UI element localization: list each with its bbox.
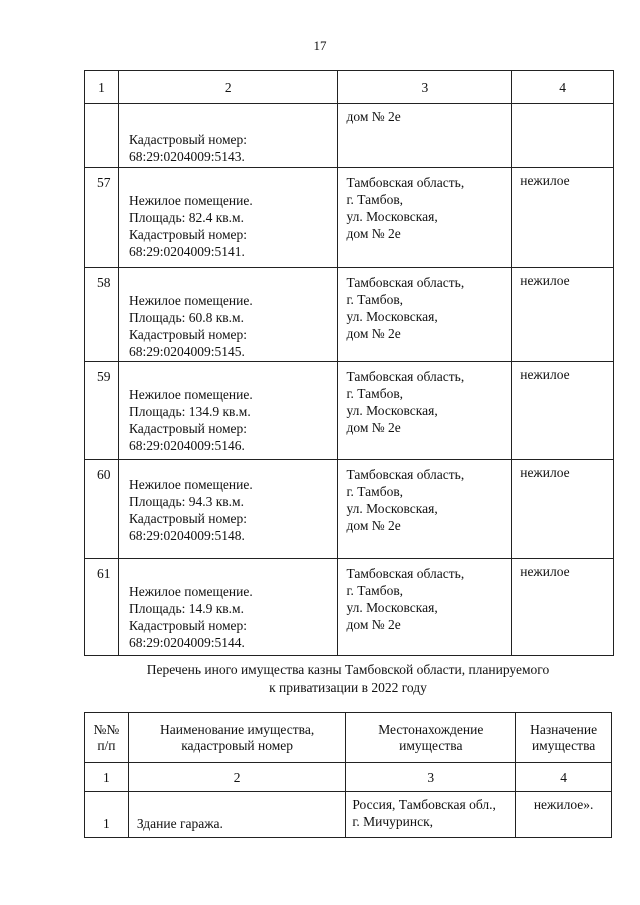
table-row <box>85 168 614 268</box>
page-number: 17 <box>313 38 327 53</box>
property-table <box>84 70 614 656</box>
property-name-line: Нежилое помещение. <box>128 387 253 402</box>
address-line: ул. Московская, <box>346 209 438 224</box>
table-row-continuation <box>85 104 614 168</box>
cadastral-number: 68:29:0204009:5141. <box>128 244 245 259</box>
address-cell <box>338 168 512 268</box>
address-line: г. Тамбов, <box>346 192 404 207</box>
row-number: 61 <box>85 559 119 656</box>
property-name-line: Нежилое помещение. <box>128 477 253 492</box>
purpose-cell <box>512 104 614 168</box>
table-row <box>85 268 614 362</box>
column-header-line: Наименование имущества, <box>160 721 315 737</box>
column-header-number <box>85 713 129 763</box>
property-name-line: Нежилое помещение. <box>128 584 253 599</box>
column-header-line: №№ <box>93 721 120 737</box>
row-number: 58 <box>85 268 119 362</box>
address-line: дом № 2е <box>346 109 401 124</box>
column-header-line: имущества <box>399 737 463 753</box>
table-row <box>85 559 614 656</box>
property-name-cell <box>118 268 338 362</box>
address-line: ул. Московская, <box>346 309 438 324</box>
purpose-cell: нежилое <box>512 268 614 362</box>
column-number: 2 <box>128 763 346 792</box>
address-line: Тамбовская область, <box>346 566 465 581</box>
column-number-row <box>85 71 614 104</box>
address-cell <box>338 559 512 656</box>
address-line: Тамбовская область, <box>346 175 465 190</box>
header-row <box>85 713 612 763</box>
property-name-line: 68:29:0204009:5143. <box>128 149 245 164</box>
address-line: дом № 2е <box>346 226 401 241</box>
caption-line: к приватизации в 2022 году <box>269 680 427 695</box>
property-name-cell <box>118 104 338 168</box>
cadastral-number: 68:29:0204009:5144. <box>128 635 245 650</box>
property-name-cell: Здание гаража. <box>128 792 346 838</box>
address-line: г. Тамбов, <box>346 292 404 307</box>
property-name-line: Кадастровый номер: <box>128 227 247 242</box>
property-name-line: Нежилое помещение. <box>128 193 253 208</box>
column-number: 4 <box>516 763 612 792</box>
column-number: 1 <box>85 71 119 104</box>
address-cell <box>346 792 516 838</box>
cadastral-number: 68:29:0204009:5145. <box>128 344 245 359</box>
column-header-line: имущества <box>531 737 596 753</box>
property-name-line: Кадастровый номер: <box>128 327 247 342</box>
address-line: дом № 2е <box>346 617 401 632</box>
cadastral-number: 68:29:0204009:5148. <box>128 528 245 543</box>
table-row <box>85 792 612 838</box>
cadastral-number: 68:29:0204009:5146. <box>128 438 245 453</box>
row-number: 1 <box>85 792 129 838</box>
purpose-cell: нежилое <box>512 559 614 656</box>
column-number: 4 <box>512 71 614 104</box>
column-number: 3 <box>346 763 516 792</box>
table-row <box>85 362 614 460</box>
address-line: дом № 2е <box>346 518 401 533</box>
column-header-line: Назначение <box>530 721 598 737</box>
property-name-cell <box>118 460 338 559</box>
purpose-cell: нежилое <box>512 460 614 559</box>
column-number: 1 <box>85 763 129 792</box>
purpose-cell: нежилое <box>512 362 614 460</box>
address-line: Тамбовская область, <box>346 275 465 290</box>
column-number: 2 <box>118 71 338 104</box>
row-number: 60 <box>85 460 119 559</box>
area-line: Площадь: 60.8 кв.м. <box>128 310 244 325</box>
address-line: ул. Московская, <box>346 600 438 615</box>
property-name-cell <box>118 168 338 268</box>
row-number-cell <box>85 104 119 168</box>
column-header-name <box>128 713 346 763</box>
area-line: Площадь: 14.9 кв.м. <box>128 601 244 616</box>
row-number: 59 <box>85 362 119 460</box>
property-name-line: Нежилое помещение. <box>128 293 253 308</box>
table-row <box>85 460 614 559</box>
caption-line: Перечень иного имущества казны Тамбовской области, планируемого <box>146 662 550 677</box>
section-caption <box>84 661 612 697</box>
property-name-line: Кадастровый номер: <box>128 511 247 526</box>
address-line: дом № 2е <box>346 326 401 341</box>
purpose-cell: нежилое». <box>516 792 612 838</box>
row-number: 57 <box>85 168 119 268</box>
column-header-purpose <box>516 713 612 763</box>
address-line: г. Тамбов, <box>346 484 404 499</box>
address-line: г. Тамбов, <box>346 583 404 598</box>
address-line: Тамбовская область, <box>346 467 465 482</box>
address-cell <box>338 268 512 362</box>
area-line: Площадь: 134.9 кв.м. <box>128 404 251 419</box>
column-header-location <box>346 713 516 763</box>
address-line: ул. Московская, <box>346 403 438 418</box>
column-number-row <box>85 763 612 792</box>
column-header-line: Местонахождение <box>378 721 484 737</box>
column-header-line: п/п <box>97 737 116 753</box>
property-name-line: Кадастровый номер: <box>128 618 247 633</box>
column-header-line: кадастровый номер <box>181 737 294 753</box>
property-name-line: Кадастровый номер: <box>128 132 247 147</box>
property-name-cell <box>118 559 338 656</box>
column-number: 3 <box>338 71 512 104</box>
address-line: дом № 2е <box>346 420 401 435</box>
address-cell <box>338 460 512 559</box>
property-name-cell <box>118 362 338 460</box>
address-line: г. Мичуринск, <box>352 814 434 829</box>
address-line: г. Тамбов, <box>346 386 404 401</box>
area-line: Площадь: 82.4 кв.м. <box>128 210 244 225</box>
area-line: Площадь: 94.3 кв.м. <box>128 494 244 509</box>
purpose-cell: нежилое <box>512 168 614 268</box>
address-line: Тамбовская область, <box>346 369 465 384</box>
address-line: Россия, Тамбовская обл., <box>352 797 496 812</box>
address-cell <box>338 104 512 168</box>
other-property-table <box>84 712 612 838</box>
address-line: ул. Московская, <box>346 501 438 516</box>
address-cell <box>338 362 512 460</box>
property-name-line: Кадастровый номер: <box>128 421 247 436</box>
